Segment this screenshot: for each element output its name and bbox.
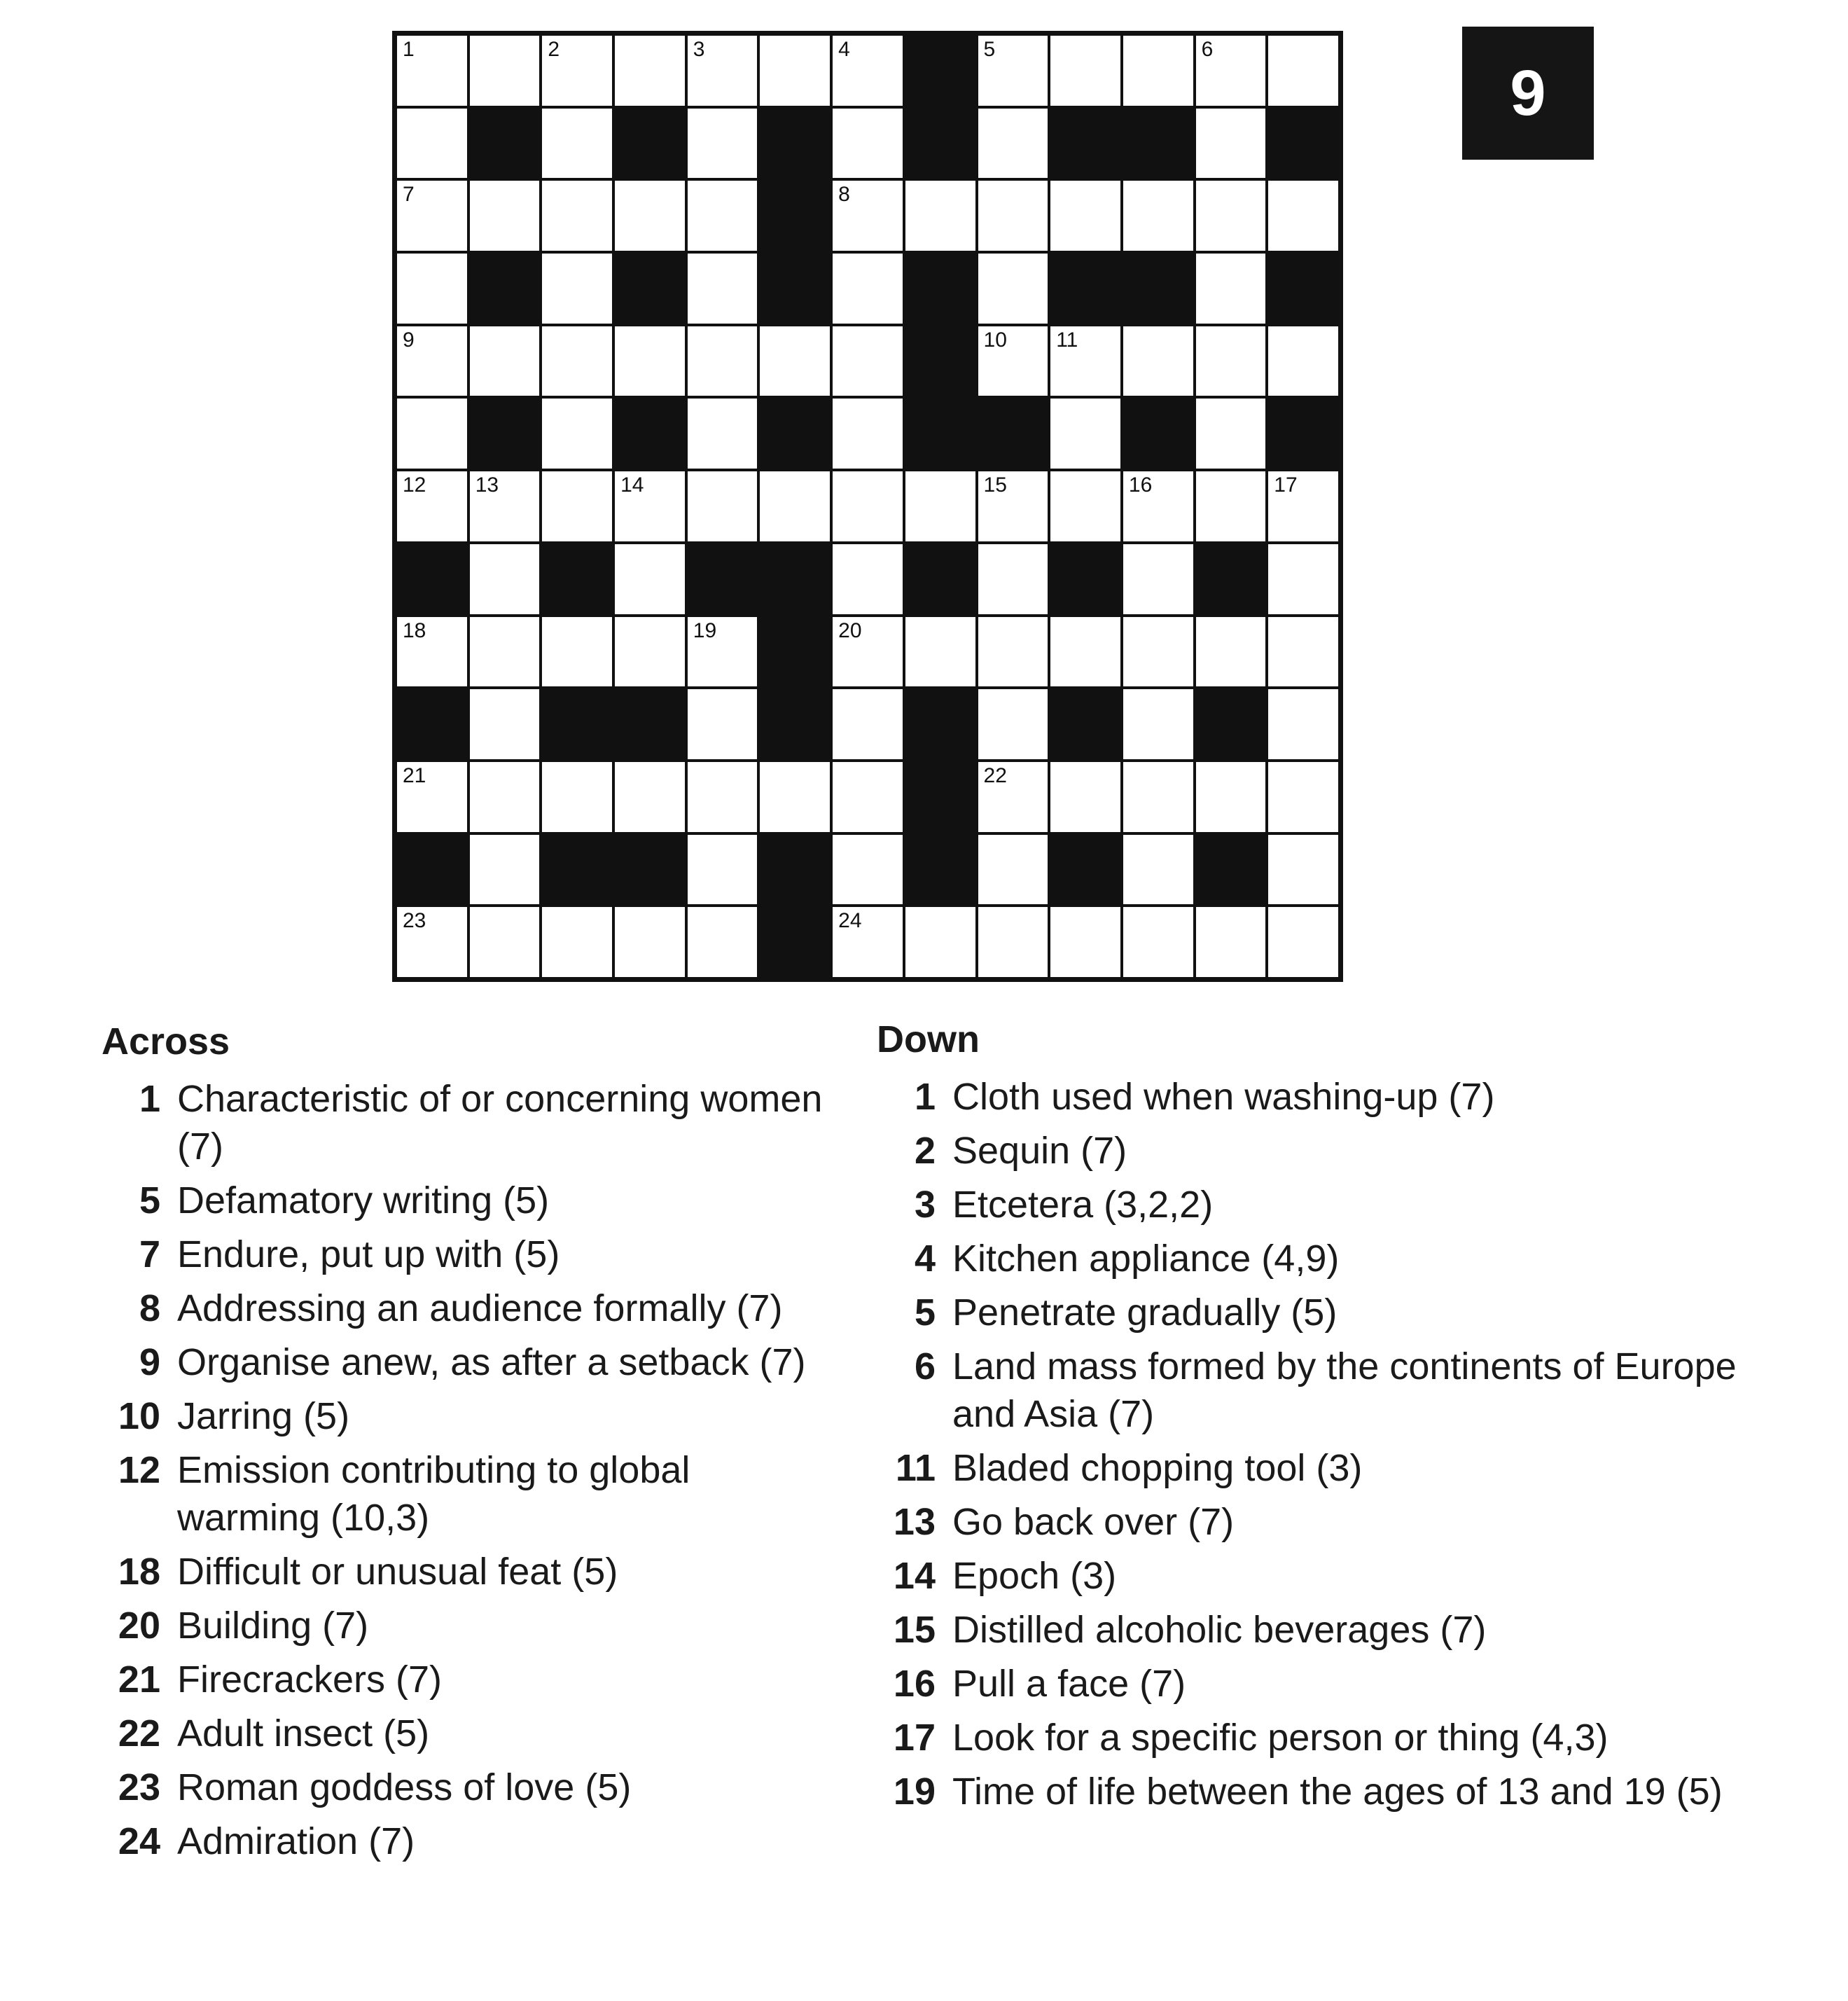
grid-cell[interactable] <box>833 254 903 324</box>
grid-cell[interactable] <box>542 109 612 179</box>
grid-block <box>470 254 540 324</box>
clue-text: Defamatory writing (5) <box>177 1179 550 1222</box>
grid-cell[interactable] <box>760 762 830 832</box>
grid-block <box>905 399 975 469</box>
grid-cell[interactable] <box>1268 835 1338 905</box>
grid-cell[interactable] <box>1050 617 1120 687</box>
grid-cell[interactable] <box>978 689 1048 759</box>
grid-cell[interactable] <box>397 326 467 396</box>
grid-cell[interactable] <box>397 762 467 832</box>
grid-cell[interactable] <box>470 544 540 614</box>
clue-text: Cloth used when washing-up (7) <box>952 1076 1495 1119</box>
cell-number: 1 <box>403 38 415 61</box>
grid-block <box>615 399 685 469</box>
clue-text: Time of life between the ages of 13 and 19 (5) <box>952 1771 1723 1813</box>
clue-text: Firecrackers (7) <box>177 1659 443 1701</box>
grid-block <box>905 689 975 759</box>
clue-number: 10 <box>118 1395 160 1438</box>
across-clue <box>102 1231 830 1278</box>
grid-cell[interactable] <box>470 689 540 759</box>
grid-block <box>760 544 830 614</box>
down-heading: Down <box>877 1018 980 1060</box>
grid-cell[interactable] <box>978 36 1048 106</box>
cell-number: 23 <box>403 909 426 933</box>
clue-text: Distilled alcoholic beverages (7) <box>952 1609 1487 1652</box>
clue-number: 5 <box>914 1292 936 1334</box>
grid-cell[interactable] <box>1196 907 1266 977</box>
grid-cell[interactable] <box>397 181 467 251</box>
grid-cell[interactable] <box>615 471 685 541</box>
grid-block <box>760 907 830 977</box>
clue-number: 14 <box>893 1555 936 1598</box>
clue-number: 23 <box>118 1766 160 1809</box>
cell-number: 9 <box>403 328 415 352</box>
clue-text: Kitchen appliance (4,9) <box>952 1238 1340 1280</box>
clue-text: Roman goddess of love (5) <box>177 1766 632 1809</box>
grid-block <box>470 109 540 179</box>
grid-cell[interactable] <box>833 471 903 541</box>
grid-cell[interactable] <box>1268 617 1338 687</box>
grid-cell[interactable] <box>1123 617 1193 687</box>
grid-block <box>905 544 975 614</box>
grid-cell[interactable] <box>542 907 612 977</box>
clue-number: 8 <box>139 1287 160 1330</box>
grid-cell[interactable] <box>1196 399 1266 469</box>
grid-cell[interactable] <box>688 689 758 759</box>
down-clue <box>877 1552 1801 1600</box>
clue-number: 16 <box>893 1663 936 1705</box>
cell-number: 3 <box>693 38 705 61</box>
across-clue <box>102 1285 830 1332</box>
grid-block <box>542 689 612 759</box>
clue-number: 19 <box>893 1771 936 1813</box>
down-clue <box>877 1606 1801 1654</box>
clue-number: 12 <box>118 1449 160 1492</box>
clue-text: Etcetera (3,2,2) <box>952 1184 1214 1226</box>
grid-cell[interactable] <box>978 181 1048 251</box>
grid-cell[interactable] <box>542 36 612 106</box>
across-clue <box>102 1764 830 1811</box>
puzzle-number-badge <box>1462 27 1594 160</box>
down-clue <box>877 1714 1801 1761</box>
grid-cell[interactable] <box>688 326 758 396</box>
clue-text: Land mass formed by the continents of Europe and Asia (7) <box>952 1345 1737 1436</box>
grid-block <box>1050 109 1120 179</box>
grid-cell[interactable] <box>833 907 903 977</box>
grid-cell[interactable] <box>1050 181 1120 251</box>
grid-cell[interactable] <box>615 907 685 977</box>
clue-text: Go back over (7) <box>952 1501 1235 1544</box>
grid-cell[interactable] <box>542 617 612 687</box>
grid-cell[interactable] <box>833 36 903 106</box>
across-clue <box>102 1656 830 1703</box>
across-clue <box>102 1548 830 1595</box>
grid-cell[interactable] <box>978 617 1048 687</box>
down-clue <box>877 1073 1801 1121</box>
grid-block <box>1050 254 1120 324</box>
clue-number: 15 <box>893 1609 936 1652</box>
grid-block <box>1050 835 1120 905</box>
grid-cell[interactable] <box>833 326 903 396</box>
grid-block <box>760 835 830 905</box>
grid-cell[interactable] <box>833 762 903 832</box>
cell-number: 20 <box>838 618 862 642</box>
down-clue <box>877 1127 1801 1175</box>
grid-cell[interactable] <box>833 399 903 469</box>
grid-cell[interactable] <box>1123 544 1193 614</box>
grid-cell[interactable] <box>688 36 758 106</box>
grid-cell[interactable] <box>1196 181 1266 251</box>
grid-cell[interactable] <box>978 254 1048 324</box>
clue-text: Epoch (3) <box>952 1555 1117 1598</box>
grid-cell[interactable] <box>470 835 540 905</box>
across-heading: Across <box>102 1020 230 1062</box>
grid-block <box>760 181 830 251</box>
clue-number: 18 <box>118 1551 160 1593</box>
clue-text: Endure, put up with (5) <box>177 1233 560 1276</box>
grid-cell[interactable] <box>1123 689 1193 759</box>
grid-cell[interactable] <box>1050 36 1120 106</box>
clue-number: 13 <box>893 1501 936 1544</box>
grid-cell[interactable] <box>833 689 903 759</box>
cell-number: 5 <box>983 38 996 61</box>
cell-number: 2 <box>548 38 560 61</box>
grid-block <box>1123 254 1193 324</box>
clue-number: 1 <box>914 1076 936 1119</box>
clue-number: 9 <box>139 1341 160 1384</box>
puzzle-number: 9 <box>1510 57 1546 129</box>
grid-cell[interactable] <box>688 762 758 832</box>
grid-cell[interactable] <box>978 326 1048 396</box>
grid-cell[interactable] <box>833 835 903 905</box>
clue-text: Characteristic of or concerning women (7) <box>177 1078 823 1168</box>
clue-text: Difficult or unusual feat (5) <box>177 1551 618 1593</box>
grid-cell[interactable] <box>397 907 467 977</box>
grid-cell[interactable] <box>542 399 612 469</box>
grid-cell[interactable] <box>1050 762 1120 832</box>
grid-cell[interactable] <box>1268 471 1338 541</box>
grid-cell[interactable] <box>1196 617 1266 687</box>
down-clue-list <box>877 1073 1801 1815</box>
grid-cell[interactable] <box>1123 326 1193 396</box>
clue-number: 22 <box>118 1712 160 1755</box>
clue-number: 17 <box>893 1717 936 1759</box>
grid-cell[interactable] <box>1268 907 1338 977</box>
grid-block <box>905 762 975 832</box>
grid-cell[interactable] <box>978 544 1048 614</box>
down-clue <box>877 1343 1801 1438</box>
grid-cell[interactable] <box>833 181 903 251</box>
across-clue <box>102 1075 830 1170</box>
grid-block <box>1268 254 1338 324</box>
clue-text: Penetrate gradually (5) <box>952 1292 1338 1334</box>
grid-cell[interactable] <box>542 326 612 396</box>
grid-cell[interactable] <box>688 254 758 324</box>
grid-cell[interactable] <box>1268 689 1338 759</box>
clue-number: 1 <box>139 1078 160 1121</box>
grid-cell[interactable] <box>542 181 612 251</box>
grid-block <box>1123 109 1193 179</box>
across-clue <box>102 1177 830 1224</box>
grid-block <box>1123 399 1193 469</box>
grid-block <box>1196 689 1266 759</box>
grid-cell[interactable] <box>1123 471 1193 541</box>
cell-number: 4 <box>838 38 850 61</box>
grid-block <box>397 689 467 759</box>
cell-number: 22 <box>983 763 1007 787</box>
clue-text: Bladed chopping tool (3) <box>952 1447 1363 1490</box>
grid-cell[interactable] <box>470 907 540 977</box>
grid-cell[interactable] <box>1050 471 1120 541</box>
grid-cell[interactable] <box>1050 399 1120 469</box>
grid-cell[interactable] <box>397 617 467 687</box>
grid-block <box>397 835 467 905</box>
grid-block <box>760 617 830 687</box>
grid-cell[interactable] <box>688 109 758 179</box>
across-clue <box>102 1446 830 1542</box>
grid-cell[interactable] <box>615 544 685 614</box>
clue-text: Sequin (7) <box>952 1130 1127 1172</box>
grid-block <box>615 254 685 324</box>
grid-cell[interactable] <box>1196 109 1266 179</box>
grid-block <box>905 254 975 324</box>
grid-block <box>542 544 612 614</box>
grid-cell[interactable] <box>688 399 758 469</box>
grid-cell[interactable] <box>1268 181 1338 251</box>
grid-cell[interactable] <box>1268 36 1338 106</box>
down-clue <box>877 1181 1801 1228</box>
grid-cell[interactable] <box>978 907 1048 977</box>
down-clue <box>877 1444 1801 1492</box>
grid-cell[interactable] <box>542 254 612 324</box>
clue-number: 2 <box>914 1130 936 1172</box>
cell-number: 18 <box>403 618 426 642</box>
down-clue <box>877 1498 1801 1546</box>
clue-text: Emission contributing to global warming (10,3) <box>177 1449 690 1539</box>
grid-cell[interactable] <box>397 471 467 541</box>
clue-number: 6 <box>914 1345 936 1388</box>
cell-number: 19 <box>693 618 717 642</box>
across-clue-list <box>102 1075 830 1865</box>
grid-cell[interactable] <box>978 762 1048 832</box>
grid-cell[interactable] <box>688 181 758 251</box>
clue-text: Jarring (5) <box>177 1395 350 1438</box>
grid-cell[interactable] <box>1196 36 1266 106</box>
clue-number: 21 <box>118 1659 160 1701</box>
grid-block <box>1268 399 1338 469</box>
grid-cell[interactable] <box>833 617 903 687</box>
grid-cell[interactable] <box>833 109 903 179</box>
grid-cell[interactable] <box>905 471 975 541</box>
across-clue <box>102 1392 830 1440</box>
grid-cell[interactable] <box>688 907 758 977</box>
grid-cell[interactable] <box>1196 326 1266 396</box>
grid-cell[interactable] <box>1196 471 1266 541</box>
grid-cell[interactable] <box>1268 544 1338 614</box>
grid-block <box>1050 689 1120 759</box>
grid-cell[interactable] <box>615 762 685 832</box>
grid-cell[interactable] <box>542 762 612 832</box>
grid-block <box>760 109 830 179</box>
grid-cell[interactable] <box>615 181 685 251</box>
across-clue <box>102 1710 830 1757</box>
grid-block <box>905 36 975 106</box>
grid-cell[interactable] <box>542 471 612 541</box>
grid-block <box>760 399 830 469</box>
grid-cell[interactable] <box>760 326 830 396</box>
grid-cell[interactable] <box>978 471 1048 541</box>
grid-block <box>905 109 975 179</box>
grid-cell[interactable] <box>1050 326 1120 396</box>
grid-cell[interactable] <box>615 326 685 396</box>
grid-block <box>615 109 685 179</box>
grid-cell[interactable] <box>1050 907 1120 977</box>
grid-cell[interactable] <box>905 617 975 687</box>
cell-number: 14 <box>620 473 644 497</box>
cell-number: 15 <box>983 473 1007 497</box>
grid-block <box>905 326 975 396</box>
grid-cell[interactable] <box>1268 762 1338 832</box>
grid-cell[interactable] <box>688 835 758 905</box>
grid-cell[interactable] <box>470 471 540 541</box>
grid-cell[interactable] <box>1123 36 1193 106</box>
grid-cell[interactable] <box>1196 254 1266 324</box>
grid-cell[interactable] <box>905 907 975 977</box>
cell-number: 6 <box>1201 38 1214 61</box>
down-clue <box>877 1660 1801 1708</box>
grid-cell[interactable] <box>470 617 540 687</box>
grid-cell[interactable] <box>1123 907 1193 977</box>
clue-number: 4 <box>914 1238 936 1280</box>
grid-cell[interactable] <box>397 254 467 324</box>
clue-text: Adult insect (5) <box>177 1712 430 1755</box>
grid-cell[interactable] <box>978 109 1048 179</box>
grid-cell[interactable] <box>615 36 685 106</box>
grid-block <box>1196 835 1266 905</box>
cell-number: 13 <box>475 473 499 497</box>
cell-number: 12 <box>403 473 426 497</box>
crossword-grid <box>392 31 1343 982</box>
grid-block <box>688 544 758 614</box>
clue-number: 24 <box>118 1820 160 1863</box>
cell-number: 24 <box>838 909 862 933</box>
clue-number: 5 <box>139 1179 160 1222</box>
grid-cell[interactable] <box>1123 762 1193 832</box>
grid-cell[interactable] <box>833 544 903 614</box>
grid-cell[interactable] <box>470 181 540 251</box>
cell-number: 21 <box>403 763 426 787</box>
clue-number: 11 <box>895 1447 936 1490</box>
clue-text: Admiration (7) <box>177 1820 415 1863</box>
cell-number: 16 <box>1128 473 1153 497</box>
down-clue <box>877 1235 1801 1282</box>
grid-cell[interactable] <box>397 36 467 106</box>
grid-block <box>978 399 1048 469</box>
grid-block <box>1268 109 1338 179</box>
cell-number: 10 <box>983 328 1007 352</box>
clue-text: Look for a specific person or thing (4,3) <box>952 1717 1609 1759</box>
across-clue <box>102 1602 830 1649</box>
grid-block <box>470 399 540 469</box>
down-clue <box>877 1768 1801 1815</box>
grid-cell[interactable] <box>760 36 830 106</box>
grid-block <box>905 835 975 905</box>
grid-cell[interactable] <box>1268 326 1338 396</box>
grid-cell[interactable] <box>978 835 1048 905</box>
grid-block <box>760 689 830 759</box>
grid-block <box>615 689 685 759</box>
across-clue <box>102 1817 830 1865</box>
grid-cell[interactable] <box>1123 835 1193 905</box>
grid-cell[interactable] <box>688 617 758 687</box>
clue-text: Addressing an audience formally (7) <box>177 1287 783 1330</box>
grid-block <box>542 835 612 905</box>
grid-block <box>397 544 467 614</box>
cell-number: 8 <box>838 183 850 207</box>
across-clue <box>102 1338 830 1386</box>
clue-text: Building (7) <box>177 1605 369 1647</box>
grid-cell[interactable] <box>688 471 758 541</box>
down-clues-column <box>877 1019 1801 1822</box>
grid-cell[interactable] <box>615 617 685 687</box>
grid-cell[interactable] <box>760 471 830 541</box>
clue-text: Pull a face (7) <box>952 1663 1186 1705</box>
grid-block <box>1196 544 1266 614</box>
grid-cell[interactable] <box>1196 762 1266 832</box>
clue-number: 7 <box>139 1233 160 1276</box>
cell-number: 7 <box>403 183 415 207</box>
grid-block <box>1050 544 1120 614</box>
across-clues-column <box>102 1021 830 1871</box>
grid-cell[interactable] <box>397 109 467 179</box>
grid-cell[interactable] <box>470 36 540 106</box>
clue-number: 20 <box>118 1605 160 1647</box>
down-clue <box>877 1289 1801 1336</box>
cell-number: 11 <box>1056 328 1078 352</box>
clue-text: Organise anew, as after a setback (7) <box>177 1341 806 1384</box>
grid-cell[interactable] <box>470 762 540 832</box>
grid-block <box>760 254 830 324</box>
grid-cell[interactable] <box>397 399 467 469</box>
cell-number: 17 <box>1274 473 1298 497</box>
grid-cell[interactable] <box>470 326 540 396</box>
grid-block <box>615 835 685 905</box>
grid-cell[interactable] <box>1123 181 1193 251</box>
clue-number: 3 <box>914 1184 936 1226</box>
grid-cell[interactable] <box>905 181 975 251</box>
